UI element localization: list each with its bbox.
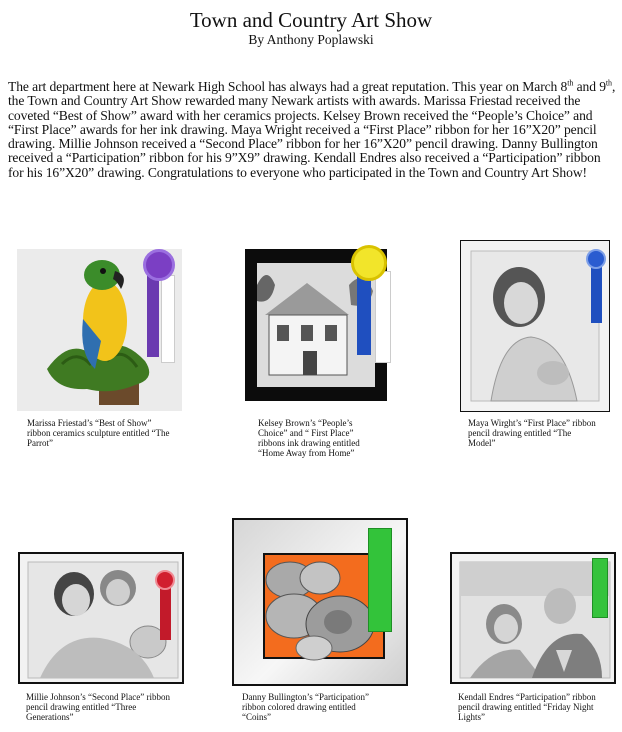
caption-home-away-from-home: Kelsey Brown’s “People’s Choice” and “ First Place” ribbons ink drawing entitled “Home Away from Home”	[258, 418, 360, 458]
photo-the-model	[460, 240, 610, 412]
photo-the-parrot	[17, 249, 182, 411]
photo-coins	[232, 518, 408, 686]
article-body: The art department here at Newark High School has always had a great reputation. This year on March 8th and 9th, the Town and Country Art Show rewarded many Newark artists with awards. Marissa Friestad received the coveted “Best of Show” award with her ceramics projects. Kelsey Brown received the “People’s Choice” and “First Place” awards for her ink drawing. Maya Wright received a “First Place” ribbon for her 16”X20” pencil drawing. Millie Johnson received a “Second Place” ribbon for her 16”X20” pencil drawing. Danny Bullington received a “Participation” ribbon for his 9”X9” drawing. Kendall Endres also received a “Participation” ribbon for his 16”X20” drawing. Congratulations to everyone who participated in the Town and Country Art Show!	[8, 78, 616, 180]
caption-the-parrot: Marissa Friestad’s “Best of Show” ribbon ceramics sculpture entitled “The Parrot”	[27, 418, 170, 448]
article-byline: By Anthony Poplawski	[248, 32, 374, 47]
caption-coins: Danny Bullington’s “Participation” ribbon colored drawing entitled “Coins”	[242, 692, 369, 722]
caption-the-model: Maya Wirght’s “First Place” ribbon pencil drawing entitled “The Model”	[468, 418, 596, 448]
photo-friday-night-lights	[450, 552, 616, 684]
caption-three-generations: Millie Johnson’s “Second Place” ribbon pencil drawing entitled “Three Generations”	[26, 692, 170, 722]
article-title: Town and Country Art Show	[189, 8, 433, 32]
photo-home-away-from-home	[245, 245, 415, 405]
model-pencil-drawing-image	[461, 241, 610, 412]
photo-three-generations	[18, 552, 184, 684]
caption-friday-night-lights: Kendall Endres “Participation” ribbon pencil drawing entitled “Friday Night Lights”	[458, 692, 596, 722]
